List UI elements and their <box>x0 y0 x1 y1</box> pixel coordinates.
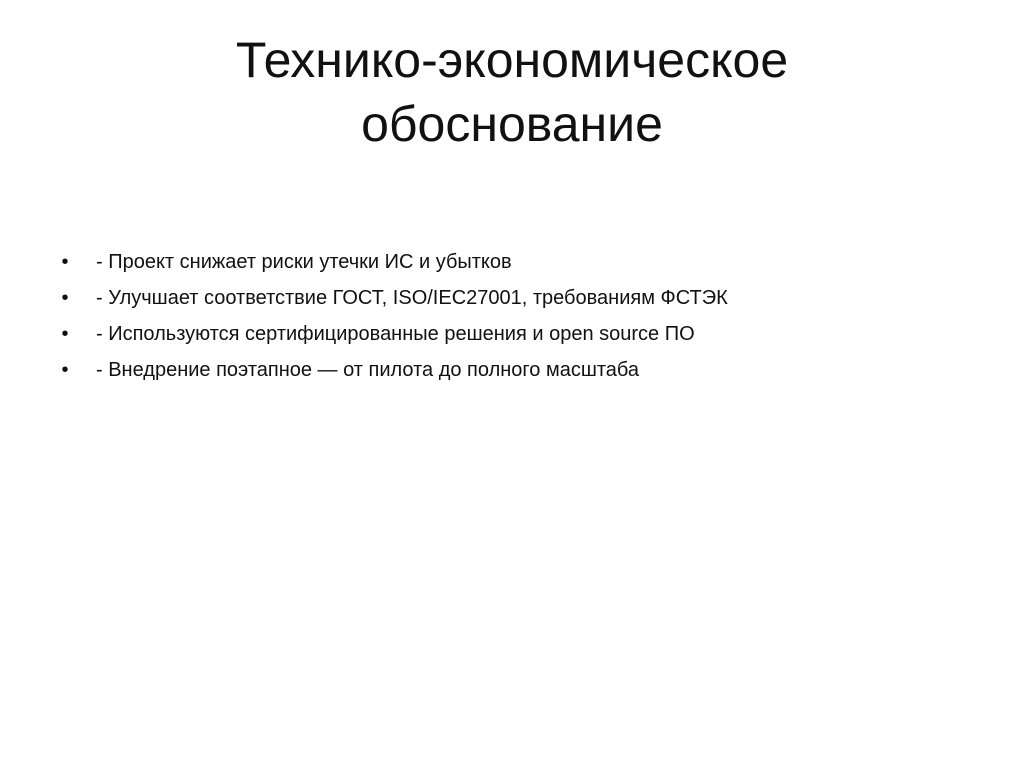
bullet-text: - Улучшает соответствие ГОСТ, ISO/IEC27001, требованиям ФСТЭК <box>96 287 728 309</box>
bullet-dot-icon: • <box>61 323 69 345</box>
bullet-dot-icon: • <box>61 359 69 381</box>
bullet-item <box>58 352 958 388</box>
bullet-text: - Используются сертифицированные решения и open source ПО <box>96 323 695 345</box>
bullet-item <box>58 280 958 316</box>
slide-title-line-2: обоснование <box>361 96 663 152</box>
bullet-dot-icon: • <box>61 287 69 309</box>
slide-title <box>60 28 964 156</box>
bullet-list <box>58 244 958 388</box>
bullet-item <box>58 316 958 352</box>
slide-title-line-1: Технико-экономическое <box>235 32 789 88</box>
bullet-dot-icon: • <box>61 251 69 273</box>
bullet-text: - Внедрение поэтапное — от пилота до полного масштаба <box>96 359 640 381</box>
bullet-item <box>58 244 958 280</box>
bullet-text: - Проект снижает риски утечки ИС и убытков <box>96 251 512 273</box>
